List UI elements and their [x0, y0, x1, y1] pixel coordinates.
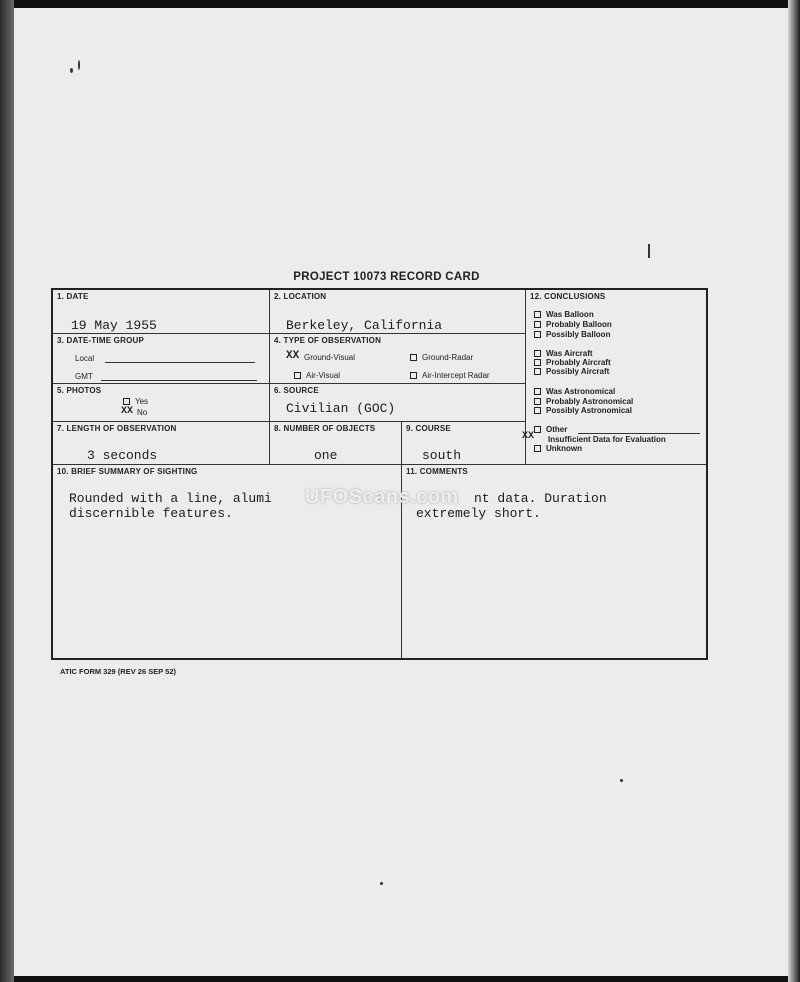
brief-summary-line-2: discernible features.	[69, 506, 233, 521]
date-label: 1. DATE	[57, 292, 89, 301]
type-of-observation-cell	[270, 334, 526, 384]
checkbox-icon	[534, 359, 541, 366]
length-of-observation-value: 3 seconds	[87, 448, 158, 463]
conclusion-label: Possibly Aircraft	[546, 367, 610, 376]
comments-line-2: extremely short.	[416, 506, 541, 521]
scan-right-edge	[788, 0, 800, 982]
record-card	[51, 288, 708, 660]
checkbox-icon	[294, 372, 301, 379]
conclusion-possibly-balloon	[534, 330, 610, 339]
source-value: Civilian (GOC)	[286, 401, 396, 416]
number-of-objects-cell	[270, 422, 402, 465]
scan-speck	[78, 60, 80, 70]
conclusion-label: Unknown	[546, 444, 582, 453]
checkbox-icon	[534, 426, 541, 433]
watermark: UFOScans.com	[305, 486, 459, 508]
length-of-observation-cell	[53, 422, 270, 465]
conclusion-label: Other	[546, 425, 568, 434]
photos-no-label: No	[137, 408, 148, 417]
conclusion-possibly-astronomical	[534, 406, 632, 415]
gmt-field-line	[101, 380, 257, 381]
conclusion-was-astronomical	[534, 387, 615, 396]
conclusion-label: Was Aircraft	[546, 349, 593, 358]
photos-cell	[53, 384, 270, 422]
conclusions-label: 12. CONCLUSIONS	[530, 292, 606, 301]
conclusion-was-aircraft	[534, 349, 593, 358]
checkbox-icon	[534, 407, 541, 414]
conclusion-probably-astronomical	[534, 397, 633, 406]
conclusion-probably-balloon	[534, 320, 612, 329]
local-label: Local	[75, 354, 95, 363]
conclusion-probably-aircraft	[534, 358, 611, 367]
course-cell	[402, 422, 526, 465]
date-time-group-label: 3. DATE-TIME GROUP	[57, 336, 145, 345]
conclusion-label: Was Balloon	[546, 310, 594, 319]
ground-visual-option: Ground-Visual	[304, 353, 355, 362]
checkbox-icon	[534, 350, 541, 357]
photos-no-check-mark: XX	[121, 406, 134, 417]
card-title: PROJECT 10073 RECORD CARD	[293, 271, 480, 283]
number-of-objects-value: one	[314, 448, 338, 463]
comments-label: 11. COMMENTS	[406, 467, 468, 476]
number-of-objects-label: 8. NUMBER OF OBJECTS	[274, 424, 376, 433]
scan-left-edge	[0, 0, 14, 982]
ground-radar-option	[410, 353, 473, 362]
checkbox-icon	[534, 321, 541, 328]
checkbox-icon	[534, 388, 541, 395]
conclusion-insufficient-data: Insufficient Data for Evaluation	[548, 435, 666, 444]
conclusion-possibly-aircraft	[534, 367, 609, 376]
location-value: Berkeley, California	[286, 318, 443, 333]
other-field-line	[578, 433, 700, 434]
checkbox-icon	[410, 372, 417, 379]
conclusion-label: Was Astronomical	[546, 387, 616, 396]
location-cell	[270, 290, 526, 334]
checkbox-icon	[534, 311, 541, 318]
local-field-line	[105, 362, 255, 363]
scan-speck	[70, 68, 73, 73]
checkbox-icon	[534, 398, 541, 405]
conclusion-label: Probably Balloon	[546, 320, 612, 329]
checkbox-icon	[534, 445, 541, 452]
type-of-observation-label: 4. TYPE OF OBSERVATION	[274, 336, 382, 345]
air-intercept-radar-option	[410, 371, 490, 380]
course-value: south	[422, 448, 462, 463]
conclusion-label: Probably Astronomical	[546, 397, 634, 406]
ground-radar-label: Ground-Radar	[422, 353, 474, 362]
conclusions-cell	[522, 290, 706, 465]
conclusion-unknown	[534, 444, 582, 453]
checkbox-icon	[534, 331, 541, 338]
photos-label: 5. PHOTOS	[57, 386, 102, 395]
source-label: 6. SOURCE	[274, 386, 319, 395]
date-time-group-cell	[53, 334, 270, 384]
air-intercept-radar-label: Air-Intercept Radar	[422, 371, 490, 380]
course-label: 9. COURSE	[406, 424, 451, 433]
date-cell	[53, 290, 270, 334]
photos-yes-label: Yes	[135, 397, 149, 406]
brief-summary-line-1: Rounded with a line, alumi	[69, 491, 272, 506]
scan-speck	[620, 779, 623, 782]
checkbox-icon	[534, 368, 541, 375]
conclusion-label: Possibly Astronomical	[546, 406, 632, 415]
brief-summary-label: 10. BRIEF SUMMARY OF SIGHTING	[57, 467, 198, 476]
conclusion-label: Probably Aircraft	[546, 358, 611, 367]
photos-yes-option	[123, 397, 148, 406]
source-cell	[270, 384, 526, 422]
scan-speck	[380, 882, 383, 885]
conclusion-other	[534, 425, 567, 434]
insufficient-data-check-mark: XX	[522, 431, 535, 442]
comments-line-1: nt data. Duration	[474, 491, 607, 506]
length-of-observation-label: 7. LENGTH OF OBSERVATION	[57, 424, 177, 433]
checkbox-icon	[123, 398, 130, 405]
scan-speck	[648, 244, 650, 258]
air-visual-label: Air-Visual	[306, 371, 341, 380]
conclusion-label: Possibly Balloon	[546, 330, 611, 339]
air-visual-option	[294, 371, 340, 380]
gmt-label: GMT	[75, 372, 93, 381]
location-label: 2. LOCATION	[274, 292, 327, 301]
checkbox-icon	[410, 354, 417, 361]
ground-visual-check-mark: XX	[286, 350, 300, 362]
conclusion-was-balloon	[534, 310, 594, 319]
date-value: 19 May 1955	[71, 318, 157, 333]
form-footer: ATIC FORM 329 (REV 26 SEP 52)	[60, 667, 177, 676]
